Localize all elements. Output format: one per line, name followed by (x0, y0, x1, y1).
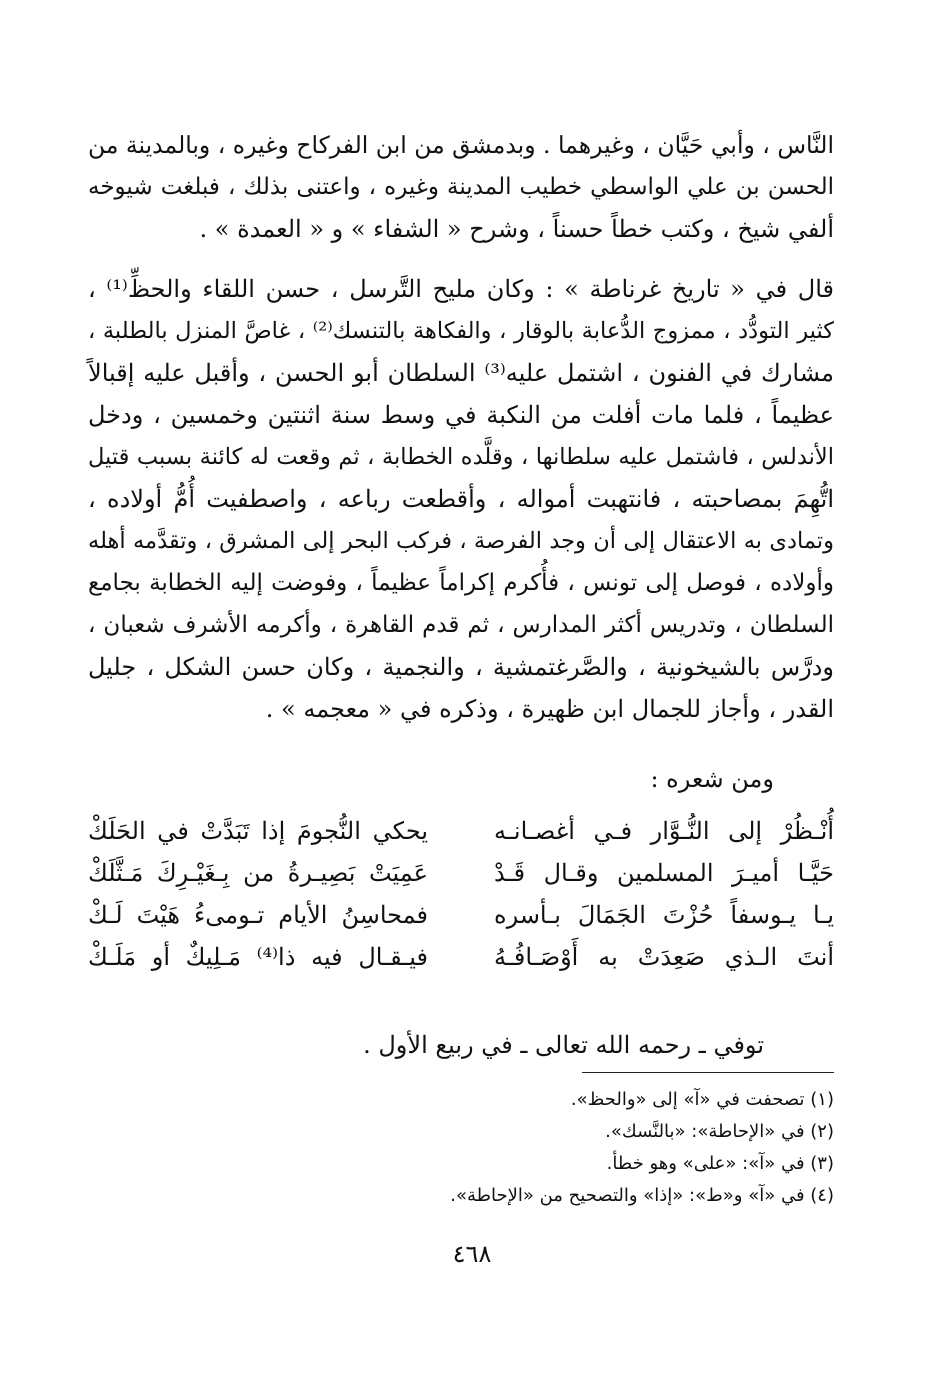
text-line: ودرَّس بالشيخونية ، والصَّرغتمشية ، والنجمية ، وكان حسن الشكل ، جليل (88, 653, 834, 681)
footnote: (٤) في «آ» و«ط»: «إذا» والتصحيح من «الإحاطة». (450, 1185, 834, 1206)
poem (88, 810, 834, 978)
footnote-divider (582, 1072, 834, 1073)
text-line: الحسن بن علي الواسطي خطيب المدينة وغيره ، واعتنى بذلك ، فبلغت شيوخه (88, 174, 834, 200)
verse-first-hemistich: أُنْـظُرْ إلى النُّـوَّار فـي أغصـانـه (494, 817, 834, 845)
poem-verse (88, 936, 834, 978)
page-number: ٤٦٨ (452, 1240, 492, 1268)
text-line: وتمادى به الاعتقال إلى أن وجد الفرصة ، فركب البحر إلى المشرق ، وتقدَّمه أهله (88, 528, 834, 554)
text-line: النَّاس ، وأبي حَيَّان ، وغيرهما . وبدمشق من ابن الفركاح وغيره ، وبالمدينة من (87, 131, 834, 159)
paragraph-continuation (88, 124, 834, 250)
verse-second-hemistich: فيـقـال فيه ذا⁽⁴⁾ مَـلِيكٌ أو مَلَـكْ (88, 943, 428, 971)
text-line: السلطان ، وتدريس أكثر المدارس ، ثم قدم القاهرة ، وأكرمه الأشرف شعبان ، (88, 612, 834, 638)
text-line: كثير التودُّد ، ممزوج الدُّعابة بالوقار ، والفكاهة بالتنسك⁽²⁾ ، غاصَّ المنزل بالطلبة ، (88, 318, 834, 344)
text-line: مشارك في الفنون ، اشتمل عليه⁽³⁾ السلطان أبو الحسن ، وأقبل عليه إقبالاً (88, 359, 834, 387)
verse-first-hemistich: حَيَّـا أميـرَ المسلمين وقـال قَـدْ (494, 859, 834, 887)
verse-second-hemistich: فمحاسِنُ الأيام تـومىءُ هَيْتَ لَـكْ (88, 901, 428, 929)
poetry-intro: ومن شعره : (650, 765, 774, 793)
text-line: القدر ، وأجاز للجمال ابن ظهيرة ، وذكره في « معجمه » . (265, 695, 834, 723)
text-line: وأولاده ، فوصل إلى تونس ، فأُكرم إكراماً عظيماً ، وفوضت إليه الخطابة بجامع (88, 570, 834, 596)
text-line: عظيماً ، فلما مات أفلت من النكبة في وسط سنة اثنتين وخمسين ، ودخل (88, 401, 834, 429)
footnote: (١) تصحفت في «آ» إلى «والحظ». (570, 1089, 834, 1110)
verse-first-hemistich: يـا يـوسفاً حُزْتَ الجَمَالَ بـأسره (494, 901, 834, 929)
poem-verse (88, 852, 834, 894)
text-line: قال في « تاريخ غرناطة » : وكان مليح التَّرسل ، حسن اللقاء والحظِّ⁽¹⁾ ، (88, 275, 834, 303)
footnotes (334, 1084, 834, 1212)
footnote: (٢) في «الإحاطة»: «بالنَّسك». (605, 1121, 834, 1142)
poem-verse (88, 894, 834, 936)
text-line: ألفي شيخ ، وكتب خطاً حسناً ، وشرح « الشفاء » و « العمدة » . (199, 215, 834, 243)
text-line: الأندلس ، فاشتمل عليه سلطانها ، وقلَّده الخطابة ، ثم وقعت له كائنة بسبب قتيل (88, 444, 834, 470)
paragraph-biography (88, 268, 834, 730)
poem-verse (88, 810, 834, 852)
footnote: (٣) في «آ»: «على» وهو خطأ. (606, 1153, 834, 1174)
verse-first-hemistich: أنتَ الـذي صَعِدَتْ به أَوْصَـافُـهُ (494, 943, 834, 971)
closing-line: توفي ـ رحمه الله تعالى ـ في ربيع الأول . (363, 1031, 764, 1059)
verse-second-hemistich: يحكي النُّجومَ إذا تَبَدَّتْ في الحَلَكْ (88, 817, 428, 845)
verse-second-hemistich: عَمِيَتْ بَصِيـرةُ من بِـغَيْـرِكَ مَـثَّلَكْ (88, 859, 428, 887)
text-line: اتُّهِمَ بمصاحبته ، فانتهبت أمواله ، وأقطعت رباعه ، واصطفيت أُمُّ أولاده ، (88, 485, 834, 513)
